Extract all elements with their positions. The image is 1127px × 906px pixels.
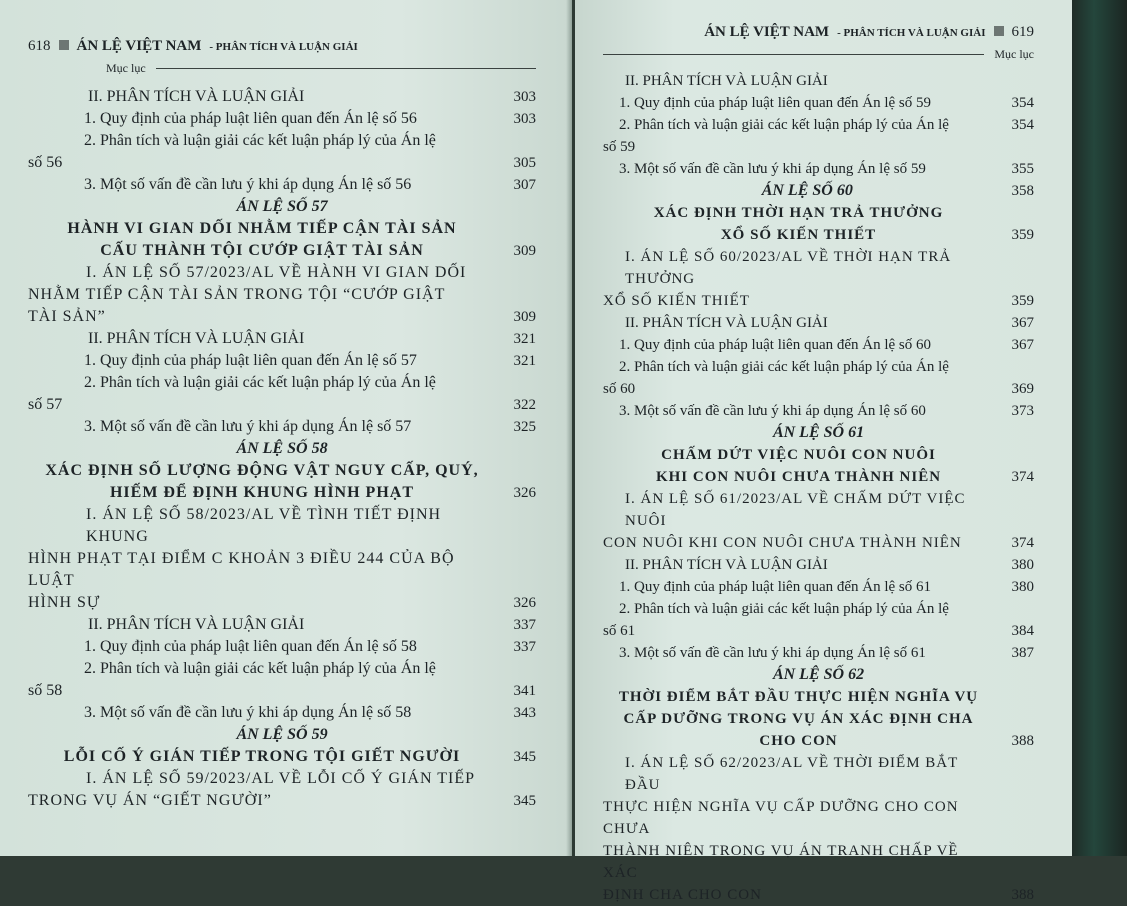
- book-cover-edge: [1072, 0, 1127, 856]
- toc-entry-text: số 58: [28, 682, 63, 699]
- toc-page-number: 341: [513, 683, 536, 699]
- toc-entry: [28, 548, 536, 592]
- toc-entry-text: 2. Phân tích và luận giải các kết luận pháp lý của Án lệ: [84, 374, 436, 391]
- toc-page-number: 307: [513, 177, 536, 193]
- heading-text: ÁN LỆ SỐ 62: [772, 666, 865, 683]
- toc-page-number: 326: [513, 595, 536, 611]
- toc-entry: [603, 884, 1034, 906]
- toc-entry: [603, 356, 1034, 378]
- toc-entry: [603, 444, 1034, 466]
- toc-entry-text: 1. Quy định của pháp luật liên quan đến Án lệ số 58: [84, 638, 417, 655]
- heading-text: ÁN LỆ SỐ 57: [236, 198, 328, 215]
- toc-entry: [603, 642, 1034, 664]
- toc-page-number: 303: [513, 89, 536, 105]
- toc-entry: [28, 240, 536, 262]
- table-of-contents: [603, 70, 1034, 906]
- heading-text: ÁN LỆ SỐ 61: [772, 424, 865, 441]
- square-ornament-icon: [994, 26, 1004, 36]
- toc-entry: [28, 174, 536, 196]
- toc-entry: [603, 114, 1034, 136]
- section-label-row: [603, 47, 1034, 62]
- toc-page-number: 309: [513, 309, 536, 325]
- toc-entry-text: 1. Quy định của pháp luật liên quan đến Án lệ số 60: [619, 337, 932, 353]
- toc-entry-text: CON NUÔI KHI CON NUÔI CHƯA THÀNH NIÊN: [603, 535, 962, 551]
- toc-entry: [603, 488, 1034, 532]
- section-label-row: [106, 61, 536, 76]
- toc-entry-text: LỖI CỐ Ý GIÁN TIẾP TRONG TỘI GIẾT NGƯỜI: [63, 748, 461, 765]
- toc-entry-text: I. ÁN LỆ SỐ 58/2023/AL VỀ TÌNH TIẾT ĐỊNH KHUNG: [86, 506, 442, 545]
- toc-entry: [603, 136, 1034, 158]
- toc-page-number: 326: [513, 485, 536, 501]
- precedent-heading: [28, 196, 536, 218]
- toc-entry: [28, 86, 536, 108]
- toc-page-number: 384: [1011, 623, 1034, 639]
- toc-page-number: 387: [1011, 645, 1034, 661]
- toc-entry-text: 3. Một số vấn đề cần lưu ý khi áp dụng Án lệ số 60: [619, 403, 926, 419]
- toc-entry-text: XỔ SỐ KIẾN THIẾT: [720, 227, 877, 243]
- toc-entry-text: CẤP DƯỠNG TRONG VỤ ÁN XÁC ĐỊNH CHA CHO CON: [623, 711, 974, 749]
- running-header: [28, 38, 536, 55]
- toc-page-number: 321: [513, 353, 536, 369]
- toc-page-number: 367: [1011, 337, 1034, 353]
- toc-entry: [603, 840, 1034, 884]
- toc-entry-text: I. ÁN LỆ SỐ 62/2023/AL VỀ THỜI ĐIỂM BẮT ĐẦU: [625, 755, 959, 793]
- toc-entry: [28, 306, 536, 328]
- toc-entry-text: II. PHÂN TÍCH VÀ LUẬN GIẢI: [625, 73, 828, 89]
- toc-entry-text: II. PHÂN TÍCH VÀ LUẬN GIẢI: [625, 315, 828, 331]
- toc-entry: [603, 246, 1034, 290]
- toc-entry-text: NHẰM TIẾP CẬN TÀI SẢN TRONG TỘI “CƯỚP GIẬT: [28, 286, 446, 303]
- toc-entry: [28, 636, 536, 658]
- toc-entry: [603, 92, 1034, 114]
- toc-entry: [603, 290, 1034, 312]
- toc-entry: [28, 152, 536, 174]
- toc-page-number: 345: [513, 749, 536, 765]
- toc-entry: [603, 224, 1034, 246]
- toc-entry-text: THỜI ĐIỂM BẮT ĐẦU THỰC HIỆN NGHĨA VỤ: [618, 689, 979, 705]
- toc-page-number: 369: [1011, 381, 1034, 397]
- toc-entry: [28, 328, 536, 350]
- toc-entry: [28, 658, 536, 680]
- running-subtitle: - PHÂN TÍCH VÀ LUẬN GIẢI: [837, 27, 986, 39]
- toc-page-number: 388: [1011, 887, 1034, 903]
- toc-page-number: 321: [513, 331, 536, 347]
- toc-entry-text: 3. Một số vấn đề cần lưu ý khi áp dụng Án lệ số 59: [619, 161, 926, 177]
- toc-entry: [28, 504, 536, 548]
- toc-entry: [28, 416, 536, 438]
- page-number: 618: [28, 38, 51, 54]
- running-title: ÁN LỆ VIỆT NAM: [76, 38, 202, 54]
- toc-entry-text: HÀNH VI GIAN DỐI NHẰM TIẾP CẬN TÀI SẢN: [67, 220, 457, 237]
- toc-entry-text: THỰC HIỆN NGHĨA VỤ CẤP DƯỠNG CHO CON CHƯA: [603, 799, 959, 837]
- toc-entry-text: I. ÁN LỆ SỐ 61/2023/AL VỀ CHẤM DỨT VIỆC NUÔI: [625, 491, 966, 529]
- toc-entry: [603, 686, 1034, 708]
- precedent-heading: [603, 664, 1034, 686]
- toc-entry-text: II. PHÂN TÍCH VÀ LUẬN GIẢI: [88, 330, 305, 347]
- toc-entry: [603, 752, 1034, 796]
- toc-page-number: 309: [513, 243, 536, 259]
- toc-entry-text: HÌNH SỰ: [28, 594, 101, 611]
- toc-entry: [28, 350, 536, 372]
- toc-entry-text: II. PHÂN TÍCH VÀ LUẬN GIẢI: [88, 88, 305, 105]
- toc-entry: [28, 680, 536, 702]
- toc-entry: [603, 334, 1034, 356]
- toc-entry-text: HÌNH PHẠT TẠI ĐIỂM C KHOẢN 3 ĐIỀU 244 CỦA BỘ LUẬT: [28, 550, 455, 589]
- toc-entry-text: số 59: [603, 139, 636, 155]
- toc-entry: [28, 372, 536, 394]
- toc-page-number: 354: [1011, 95, 1034, 111]
- header-rule: [156, 68, 536, 69]
- toc-entry-text: KHI CON NUÔI CHƯA THÀNH NIÊN: [655, 469, 942, 485]
- toc-entry-text: ĐỊNH CHA CHO CON: [603, 887, 762, 903]
- toc-entry-text: I. ÁN LỆ SỐ 60/2023/AL VỀ THỜI HẠN TRẢ THƯỞNG: [625, 249, 952, 287]
- toc-page-number: 337: [513, 639, 536, 655]
- toc-entry-text: 1. Quy định của pháp luật liên quan đến Án lệ số 61: [619, 579, 932, 595]
- running-subtitle: - PHÂN TÍCH VÀ LUẬN GIẢI: [209, 41, 358, 53]
- toc-entry: [28, 394, 536, 416]
- toc-entry-text: 1. Quy định của pháp luật liên quan đến Án lệ số 56: [84, 110, 417, 127]
- toc-page-number: 305: [513, 155, 536, 171]
- toc-page-number: 380: [1011, 557, 1034, 573]
- toc-page-number: 355: [1011, 161, 1034, 177]
- toc-entry: [28, 218, 536, 240]
- toc-entry-text: I. ÁN LỆ SỐ 59/2023/AL VỀ LỖI CỐ Ý GIÁN TIẾP: [86, 770, 476, 787]
- toc-entry-text: HIẾM ĐỂ ĐỊNH KHUNG HÌNH PHẠT: [109, 484, 414, 501]
- toc-page-number: 322: [513, 397, 536, 413]
- toc-entry-text: 2. Phân tích và luận giải các kết luận pháp lý của Án lệ: [619, 359, 949, 375]
- toc-entry-text: số 57: [28, 396, 63, 413]
- precedent-heading: [28, 438, 536, 460]
- toc-entry: [603, 202, 1034, 224]
- toc-page-number: 388: [1011, 733, 1034, 749]
- toc-page-number: 343: [513, 705, 536, 721]
- right-page: [575, 0, 1072, 903]
- toc-entry: [603, 312, 1034, 334]
- toc-entry-text: CHẤM DỨT VIỆC NUÔI CON NUÔI: [661, 447, 936, 463]
- toc-entry: [603, 708, 1034, 752]
- heading-text: ÁN LỆ SỐ 59: [236, 726, 328, 743]
- page-number: 619: [1011, 24, 1034, 40]
- toc-entry: [603, 70, 1034, 92]
- toc-entry-text: I. ÁN LỆ SỐ 57/2023/AL VỀ HÀNH VI GIAN DỐI: [86, 264, 467, 281]
- toc-entry-text: XÁC ĐỊNH SỐ LƯỢNG ĐỘNG VẬT NGUY CẤP, QUÝ,: [45, 462, 479, 479]
- toc-page-number: 303: [513, 111, 536, 127]
- toc-entry-text: TRONG VỤ ÁN “GIẾT NGƯỜI”: [28, 792, 272, 809]
- heading-text: ÁN LỆ SỐ 60: [761, 182, 853, 199]
- header-rule: [603, 54, 984, 55]
- toc-entry-text: 2. Phân tích và luận giải các kết luận pháp lý của Án lệ: [619, 117, 949, 133]
- toc-entry-text: 1. Quy định của pháp luật liên quan đến Án lệ số 57: [84, 352, 417, 369]
- toc-entry: [28, 592, 536, 614]
- toc-entry: [28, 790, 536, 812]
- toc-entry-text: TÀI SẢN”: [28, 308, 106, 325]
- toc-entry: [603, 554, 1034, 576]
- toc-entry: [603, 400, 1034, 422]
- toc-entry: [603, 378, 1034, 400]
- square-ornament-icon: [59, 40, 69, 50]
- toc-entry-text: CẤU THÀNH TỘI CƯỚP GIẬT TÀI SẢN: [100, 242, 424, 259]
- toc-entry: [603, 598, 1034, 620]
- toc-entry-text: II. PHÂN TÍCH VÀ LUẬN GIẢI: [88, 616, 305, 633]
- toc-entry-text: II. PHÂN TÍCH VÀ LUẬN GIẢI: [625, 557, 828, 573]
- toc-entry: [603, 576, 1034, 598]
- toc-entry: [603, 796, 1034, 840]
- toc-entry: [28, 460, 536, 482]
- toc-entry-text: 3. Một số vấn đề cần lưu ý khi áp dụng Án lệ số 57: [84, 418, 412, 435]
- table-of-contents: [28, 86, 536, 812]
- precedent-heading: [28, 724, 536, 746]
- toc-entry: [28, 614, 536, 636]
- toc-page-number: 345: [513, 793, 536, 809]
- toc-page-number: 374: [1011, 535, 1034, 551]
- toc-page-number: 367: [1011, 315, 1034, 331]
- toc-page-number: 359: [1011, 227, 1034, 243]
- toc-entry: [28, 108, 536, 130]
- toc-entry-text: 1. Quy định của pháp luật liên quan đến Án lệ số 59: [619, 95, 932, 111]
- toc-entry: [28, 768, 536, 790]
- toc-entry-text: số 60: [603, 381, 636, 397]
- toc-page-number: 373: [1011, 403, 1034, 419]
- toc-entry-text: 3. Một số vấn đề cần lưu ý khi áp dụng Án lệ số 61: [619, 645, 926, 661]
- toc-entry-text: 2. Phân tích và luận giải các kết luận pháp lý của Án lệ: [619, 601, 949, 617]
- toc-page-number: 358: [1011, 183, 1034, 199]
- precedent-heading: [603, 422, 1034, 444]
- toc-page-number: 354: [1011, 117, 1034, 133]
- toc-entry-text: THÀNH NIÊN TRONG VỤ ÁN TRANH CHẤP VỀ XÁC: [603, 843, 959, 881]
- left-page: [0, 0, 572, 856]
- toc-page-number: 374: [1011, 469, 1034, 485]
- toc-entry-text: 2. Phân tích và luận giải các kết luận pháp lý của Án lệ: [84, 132, 436, 149]
- precedent-heading: [603, 180, 1034, 202]
- toc-page-number: 359: [1011, 293, 1034, 309]
- toc-entry-text: 2. Phân tích và luận giải các kết luận pháp lý của Án lệ: [84, 660, 436, 677]
- toc-entry: [28, 746, 536, 768]
- toc-entry: [603, 620, 1034, 642]
- toc-entry: [28, 262, 536, 284]
- running-header: [603, 24, 1034, 41]
- toc-page-number: 380: [1011, 579, 1034, 595]
- toc-entry-text: số 61: [603, 623, 636, 639]
- toc-entry: [28, 482, 536, 504]
- toc-entry: [603, 466, 1034, 488]
- toc-page-number: 337: [513, 617, 536, 633]
- toc-entry-text: 3. Một số vấn đề cần lưu ý khi áp dụng Án lệ số 58: [84, 704, 412, 721]
- toc-entry-text: XỔ SỐ KIẾN THIẾT: [603, 293, 750, 309]
- toc-entry-text: số 56: [28, 154, 63, 171]
- section-label: Mục lục: [994, 47, 1034, 61]
- toc-entry-text: XÁC ĐỊNH THỜI HẠN TRẢ THƯỞNG: [653, 205, 944, 221]
- toc-entry: [28, 130, 536, 152]
- toc-entry-text: 3. Một số vấn đề cần lưu ý khi áp dụng Án lệ số 56: [84, 176, 412, 193]
- toc-entry: [603, 158, 1034, 180]
- toc-entry: [603, 532, 1034, 554]
- toc-entry: [28, 284, 536, 306]
- running-title: ÁN LỆ VIỆT NAM: [704, 24, 830, 40]
- toc-entry: [28, 702, 536, 724]
- toc-page-number: 325: [513, 419, 536, 435]
- heading-text: ÁN LỆ SỐ 58: [236, 440, 328, 457]
- section-label: Mục lục: [106, 61, 146, 75]
